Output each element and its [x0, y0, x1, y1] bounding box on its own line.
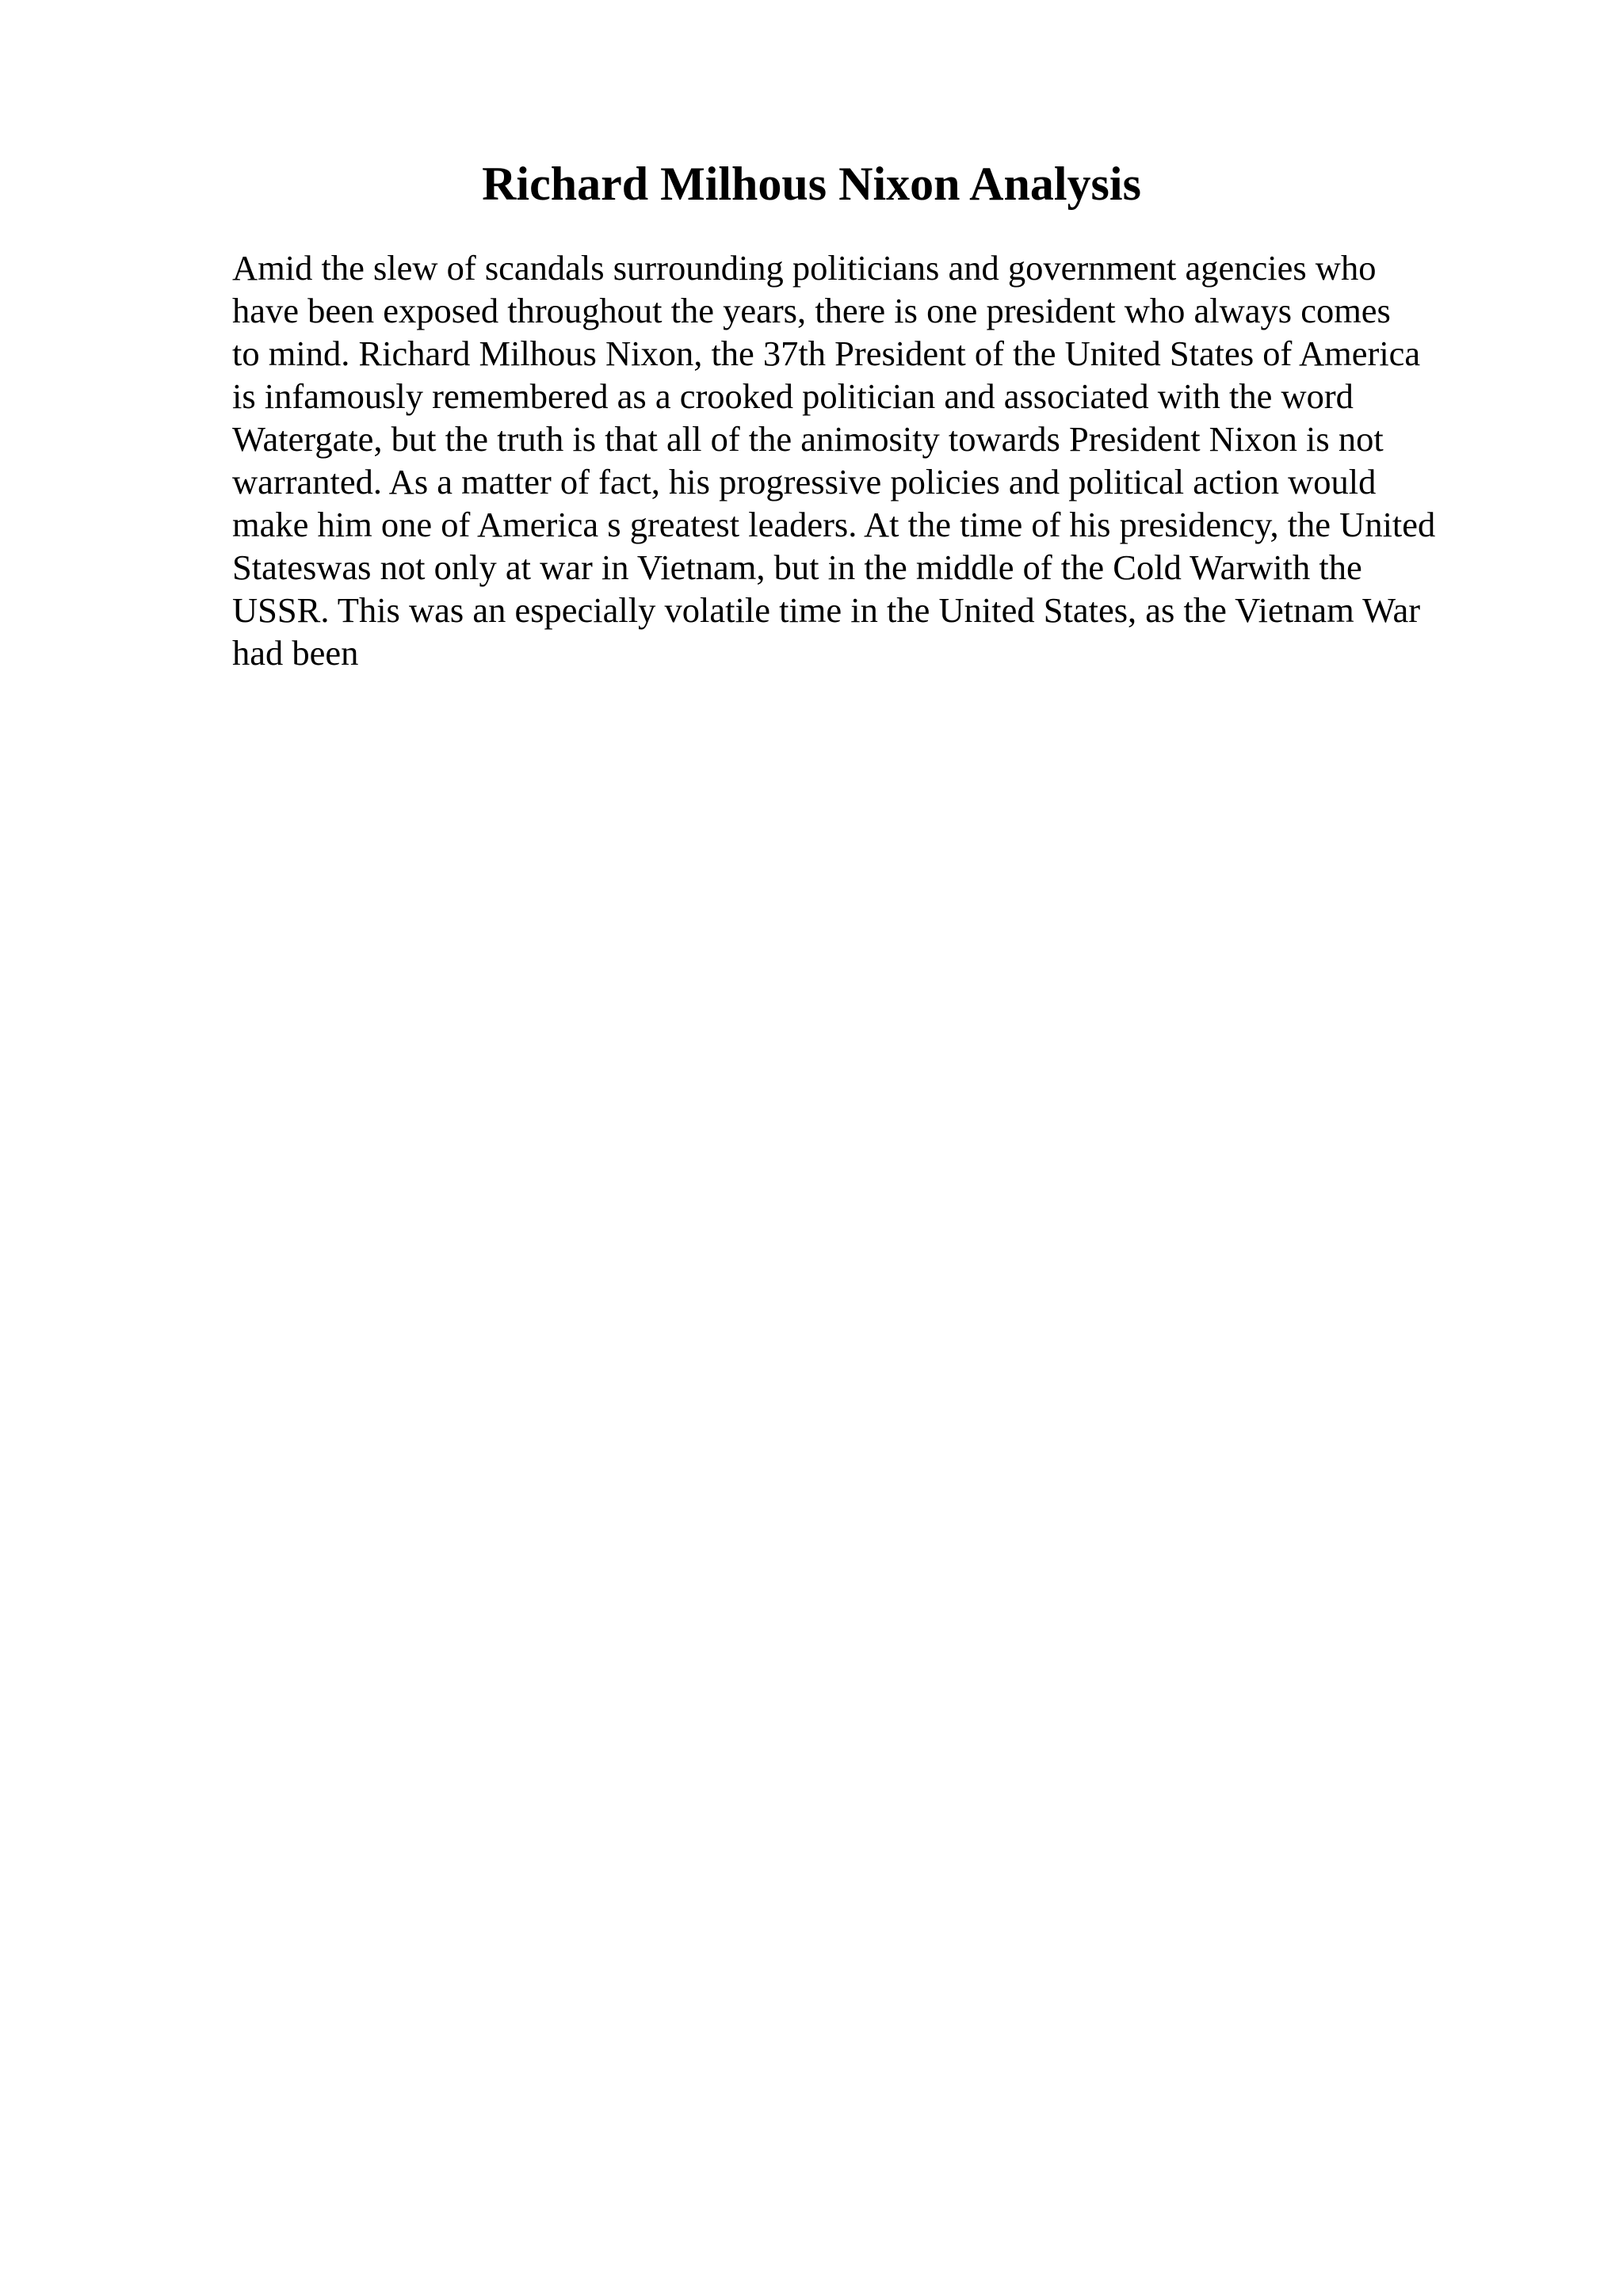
paragraph-line: warranted. As a matter of fact, his progressive policies and political action would	[232, 462, 1377, 502]
body-paragraph	[232, 246, 1516, 674]
paragraph-line: Stateswas not only at war in Vietnam, but in the middle of the Cold Warwith the	[232, 547, 1362, 587]
paragraph-line: have been exposed throughout the years, there is one president who always comes	[232, 291, 1391, 330]
document-title: Richard Milhous Nixon Analysis	[482, 158, 1141, 210]
paragraph-line: Amid the slew of scandals surrounding politicians and government agencies who	[232, 248, 1377, 288]
paragraph-line: make him one of America s greatest leaders. At the time of his presidency, the United	[232, 505, 1436, 544]
paragraph-line: had been	[232, 633, 359, 673]
paragraph-line: to mind. Richard Milhous Nixon, the 37th President of the United States of America	[232, 334, 1421, 373]
paragraph-line: USSR. This was an especially volatile time in the United States, as the Vietnam War	[232, 590, 1421, 630]
paragraph-line: Watergate, but the truth is that all of the animosity towards President Nixon is not	[232, 419, 1384, 459]
paragraph-line: is infamously remembered as a crooked politician and associated with the word	[232, 376, 1354, 416]
